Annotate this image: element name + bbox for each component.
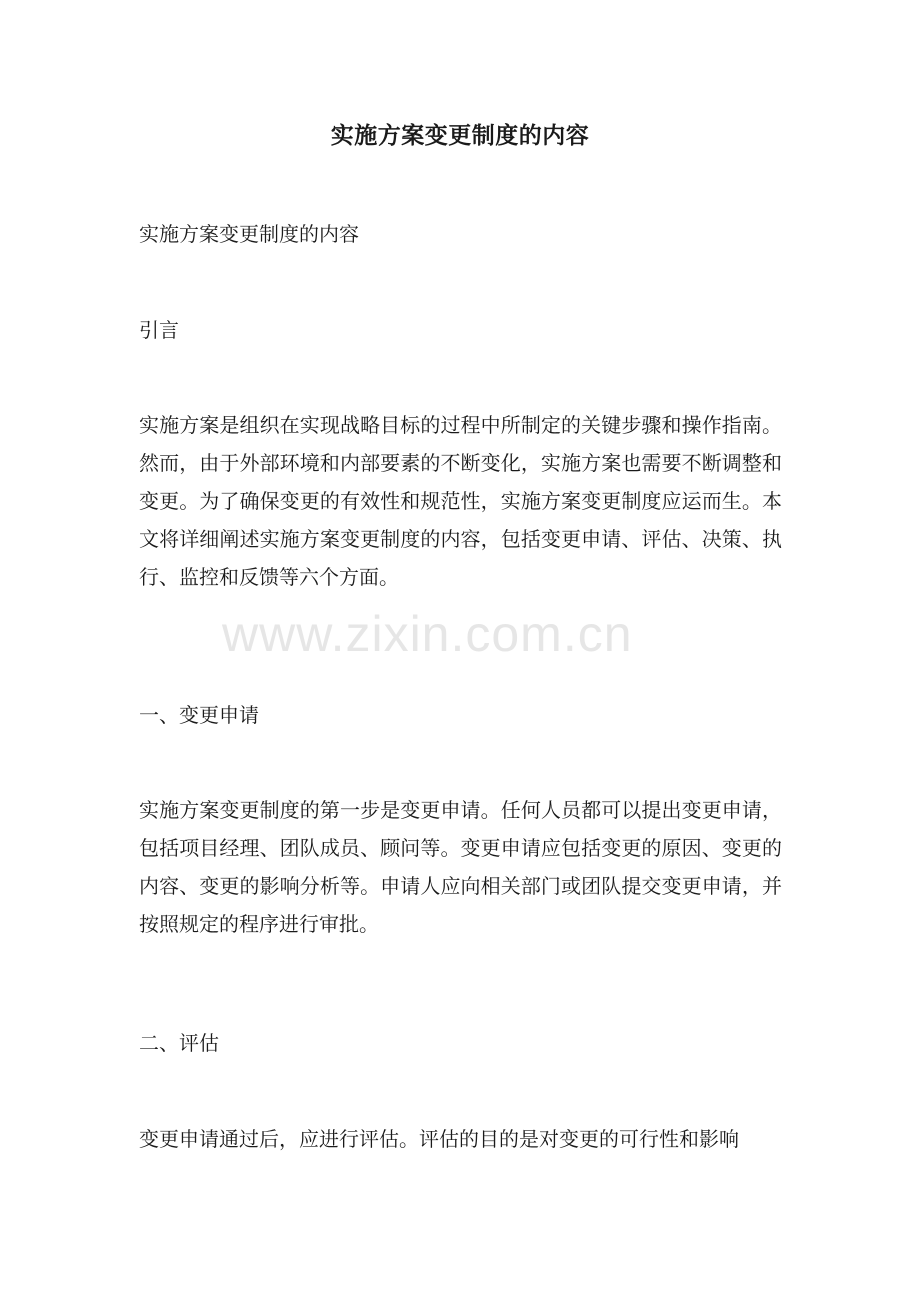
section-2-paragraph: 变更申请通过后，应进行评估。评估的目的是对变更的可行性和影响 <box>139 1127 739 1151</box>
section-1-paragraph: 实施方案变更制度的第一步是变更申请。任何人员都可以提出变更申请，包括项目经理、团队成员、顾问等。变更申请应包括变更的原因、变更的内容、变更的影响分析等。申请人应向相关部门或团队提交变更申请，并按照规定的程序进行审批。 <box>139 798 782 936</box>
subtitle: 实施方案变更制度的内容 <box>139 222 359 246</box>
intro-paragraph: 实施方案是组织在实现战略目标的过程中所制定的关键步骤和操作指南。然而，由于外部环境和内部要素的不断变化，实施方案也需要不断调整和变更。为了确保变更的有效性和规范性，实施方案变更制度应运而生。本文将详细阐述实施方案变更制度的内容，包括变更申请、评估、决策、执行、监控和反馈等六个方面。 <box>139 413 782 589</box>
watermark: www.zixin.com.cn <box>222 606 633 662</box>
section-1-heading: 一、变更申请 <box>139 703 259 727</box>
section-2-heading: 二、评估 <box>139 1031 219 1055</box>
document-title: 实施方案变更制度的内容 <box>330 122 590 149</box>
intro-heading: 引言 <box>139 318 179 342</box>
